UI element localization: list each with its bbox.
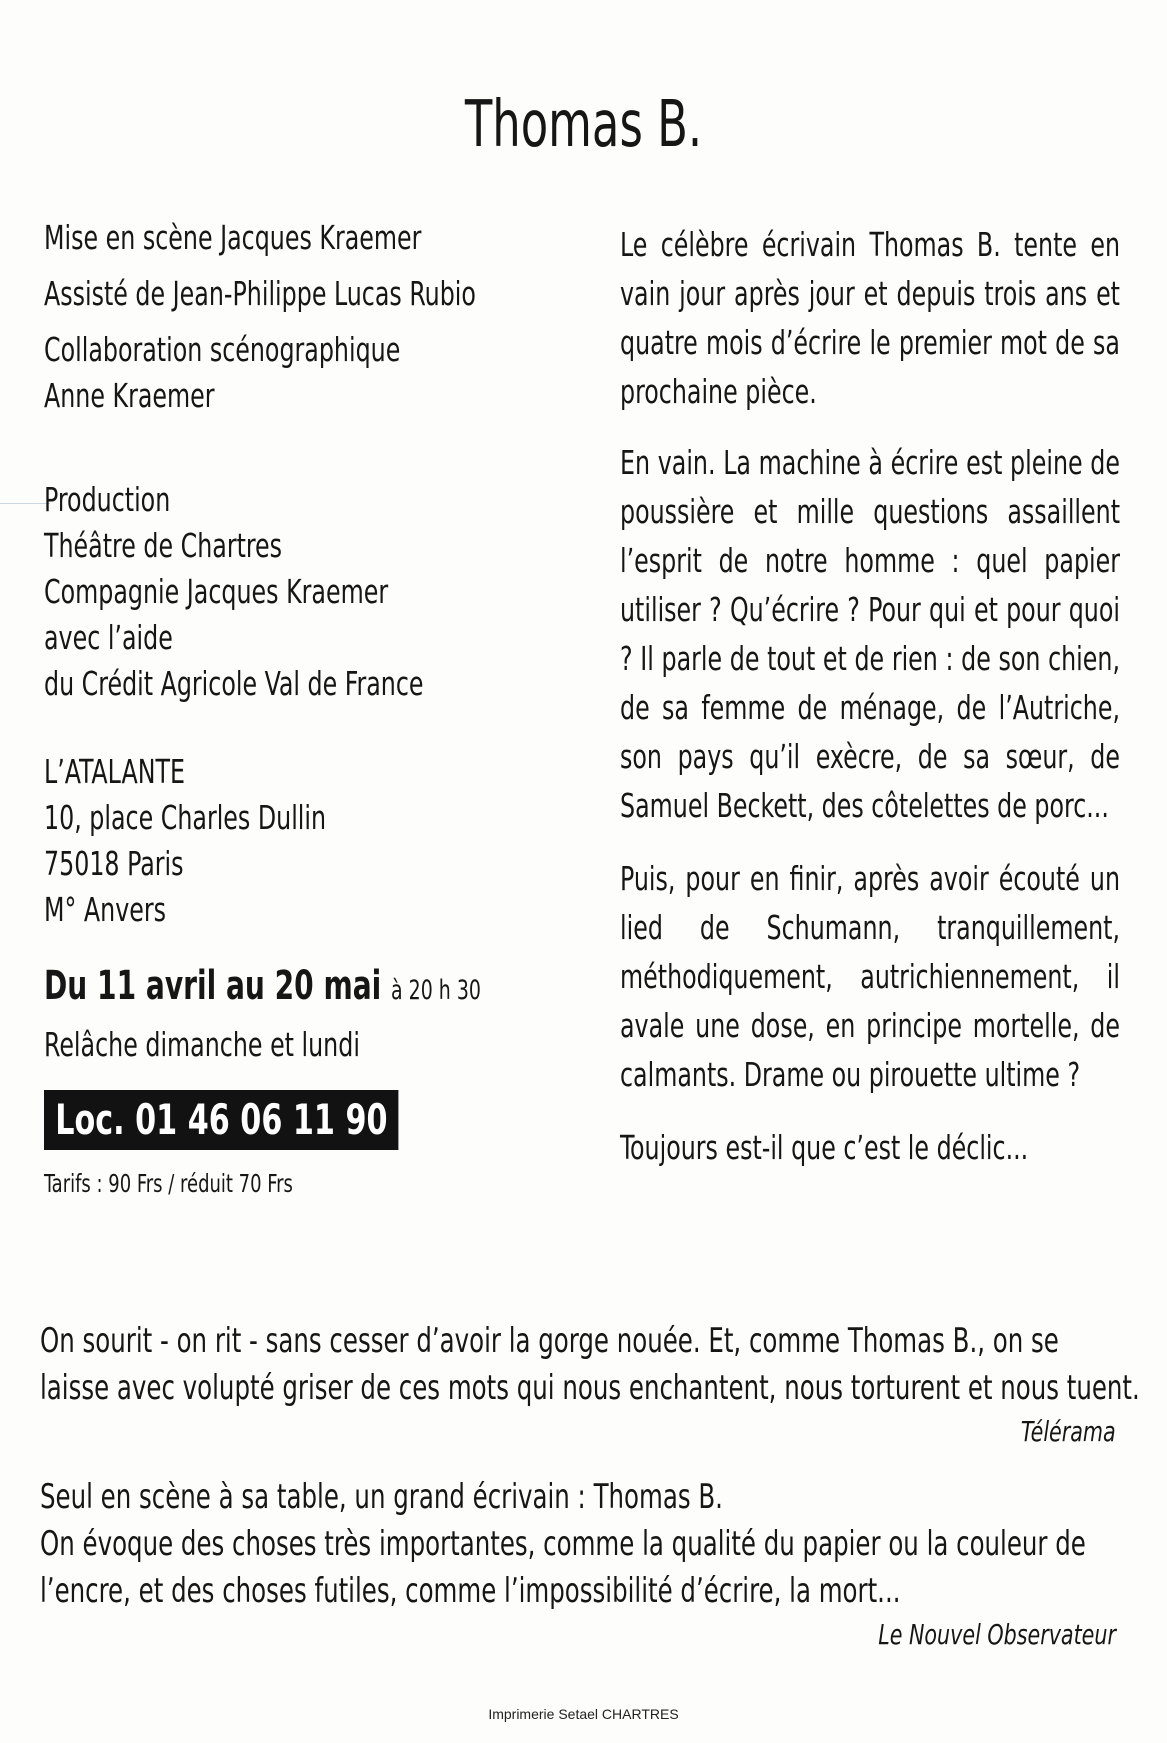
printer-credit: Imprimerie Setael CHARTRES [488,1706,679,1722]
show-time: à 20 h 30 [391,975,481,1006]
review-line: On sourit - on rit - sans cesser d’avoir la gorge nouée. Et, comme Thomas B., on se [40,1321,1059,1361]
credit-line: Anne Kraemer [44,376,215,415]
press-reviews [40,1318,1140,1677]
synopsis-paragraph: Toujours est-il que c’est le déclic... [620,1128,1029,1167]
synopsis-paragraph: Le célèbre écrivain Thomas B. tente en vain jour après jour et depuis trois ans et quatre mois d’écrire le premier mot de sa prochaine pièce. [620,225,1120,411]
synopsis-column [620,220,1120,1196]
run-dates [44,959,481,1018]
production-line: Théâtre de Chartres [44,526,283,565]
credits-block [44,215,564,419]
production-block [44,477,564,707]
review [40,1474,1116,1655]
credit-line: Mise en scène Jacques Kraemer [44,218,422,257]
closed-days: Relâche dimanche et lundi [44,1025,360,1064]
production-line: Production [44,480,171,519]
scan-mark [0,503,50,504]
production-line: avec l’aide [44,618,173,657]
review-source-name: Le Nouvel Observateur [878,1618,1116,1651]
review-source [40,1615,1116,1655]
synopsis-paragraph: En vain. La machine à écrire est pleine de poussière et mille questions assaillent l’esprit de notre homme : quel papier utiliser ? Qu’écrire ? Pour qui et pour quoi ? Il parle de tout et de rien : de son chien, de sa femme de ménage, de l’Autriche, son pays qu’il exècre, de sa sœur, de Samuel Beckett, des côtelettes de porc... [620,443,1120,825]
credit-line: Assisté de Jean-Philippe Lucas Rubio [44,274,476,313]
venue-line: 10, place Charles Dullin [44,798,327,837]
review-line: l’encre, et des choses futiles, comme l’impossibilité d’écrire, la mort... [40,1571,901,1611]
venue-line: L’ATALANTE [44,752,185,791]
venue-line: 75018 Paris [44,844,184,883]
review-line: On évoque des choses très importantes, comme la qualité du papier ou la couleur de [40,1524,1086,1564]
date-range: Du 11 avril au 20 mai [44,963,382,1009]
review-line: Seul en scène à sa table, un grand écrivain : Thomas B. [40,1477,723,1517]
review-source-name: Télérama [1021,1415,1116,1448]
synopsis-paragraph: Puis, pour en finir, après avoir écouté un lied de Schumann, tranquillement, méthodiquement, autrichiennement, il avale une dose, en principe mortelle, de calmants. Drame ou pirouette ultime ? [620,859,1120,1094]
review-line: laisse avec volupté griser de ces mots qui nous enchantent, nous torturent et nous tuent. [40,1368,1140,1408]
review-source [40,1412,1116,1452]
credit-line: Collaboration scénographique [44,330,401,369]
info-column [44,215,564,1202]
production-line: Compagnie Jacques Kraemer [44,572,389,611]
production-line: du Crédit Agricole Val de France [44,664,424,703]
ticket-prices: Tarifs : 90 Frs / réduit 70 Frs [44,1169,293,1198]
venue-block [44,749,564,933]
review [40,1318,1140,1452]
page-title: Thomas B. [464,88,703,162]
booking-phone: Loc. 01 46 06 11 90 [44,1090,399,1150]
venue-line: M° Anvers [44,890,167,929]
